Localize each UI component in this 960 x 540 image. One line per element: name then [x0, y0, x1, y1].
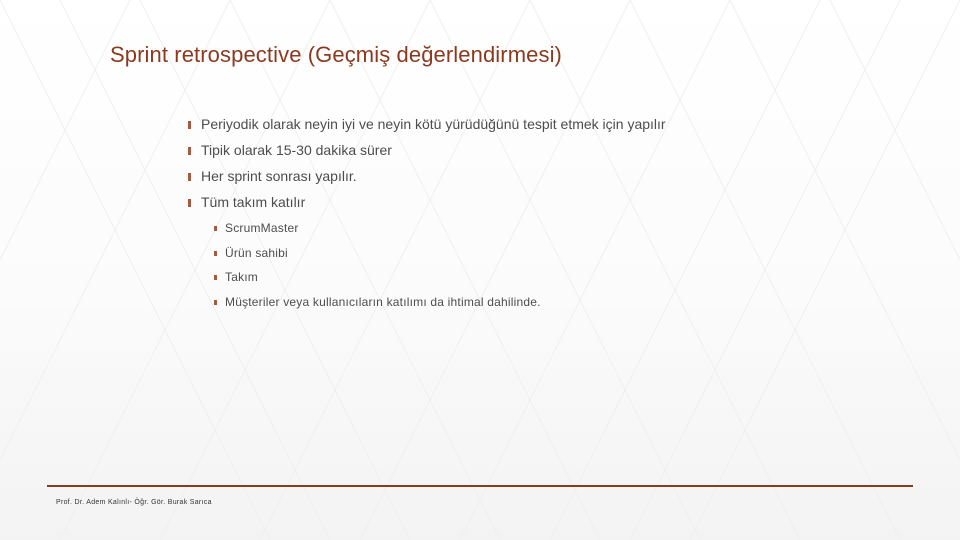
list-item	[188, 140, 888, 166]
bullet-marker-icon	[188, 147, 191, 155]
sub-list-item-text: ScrumMaster	[225, 221, 299, 235]
list-item-text: Periyodik olarak neyin iyi ve neyin kötü yürüdüğünü tespit etmek için yapılır	[201, 116, 666, 132]
sub-list-item-text: Müşteriler veya kullanıcıların katılımı da ihtimal dahilinde.	[225, 294, 541, 309]
list-item	[188, 114, 888, 140]
list-item-text: Tüm takım katılır	[201, 194, 306, 210]
footer-divider	[47, 485, 913, 487]
slide-title: Sprint retrospective (Geçmiş değerlendirmesi)	[110, 42, 562, 67]
sub-list-item-text: Ürün sahibi	[225, 245, 288, 260]
sub-list-item	[214, 244, 888, 269]
sub-list-item	[214, 268, 888, 293]
list-item-text: Tipik olarak 15-30 dakika sürer	[201, 142, 392, 158]
bullet-marker-icon	[214, 275, 217, 280]
sub-list-item	[214, 219, 888, 244]
bullet-marker-icon	[214, 251, 217, 256]
bullet-list	[188, 114, 888, 317]
bullet-marker-icon	[188, 121, 191, 129]
bullet-marker-icon	[214, 226, 217, 231]
list-item-text: Her sprint sonrası yapılır.	[201, 168, 357, 184]
bullet-marker-icon	[214, 300, 217, 305]
list-item	[188, 192, 888, 218]
sub-list-item-text: Takım	[225, 270, 259, 284]
list-item	[188, 166, 888, 192]
bullet-marker-icon	[188, 199, 191, 207]
bullet-marker-icon	[188, 173, 191, 181]
sub-list-item	[214, 293, 888, 318]
footer-text: Prof. Dr. Adem Kalınlı- Öğr. Gör. Burak Sarıca	[56, 499, 212, 506]
